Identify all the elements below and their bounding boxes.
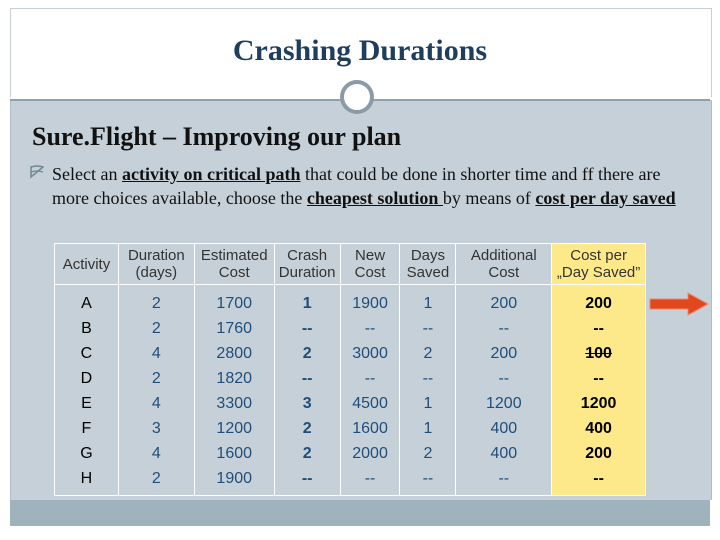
column-header — [552, 244, 646, 285]
table-cell: -- — [340, 316, 400, 341]
table-cell: 400 — [552, 416, 646, 441]
table-row — [55, 466, 646, 496]
bullet-icon — [30, 164, 46, 184]
table-cell: 400 — [456, 441, 552, 466]
column-header — [456, 244, 552, 285]
column-header-line: Additional — [470, 247, 537, 264]
table-cell: 3300 — [194, 391, 274, 416]
table-cell: E — [55, 391, 119, 416]
column-header-line: Estimated — [200, 247, 268, 264]
table-cell: F — [55, 416, 119, 441]
bullet-text — [52, 162, 692, 210]
column-header — [274, 244, 340, 285]
bullet-underline-1: activity on critical path — [121, 164, 301, 184]
table-cell: 2 — [400, 341, 456, 366]
column-header-line: Cost — [354, 264, 386, 281]
column-header-line: (days) — [135, 264, 178, 281]
column-header — [118, 244, 194, 285]
table-cell: -- — [400, 316, 456, 341]
footer-bar — [10, 500, 710, 526]
table-row — [55, 316, 646, 341]
table-cell: 1760 — [194, 316, 274, 341]
table-cell: 2 — [274, 341, 340, 366]
table-cell: -- — [456, 316, 552, 341]
table-row — [55, 366, 646, 391]
bullet-text-1: Select an — [52, 164, 122, 184]
column-header-line: Activity — [62, 255, 111, 273]
table-row — [55, 416, 646, 441]
column-header-line: Days — [410, 247, 446, 264]
table-cell: 4 — [118, 391, 194, 416]
table-row — [55, 341, 646, 366]
table-cell: 2 — [118, 366, 194, 391]
table-body — [55, 285, 646, 496]
table-cell: -- — [456, 466, 552, 496]
bullet-underline-3: cost per day saved — [535, 188, 676, 208]
table-cell: D — [55, 366, 119, 391]
table-cell: 3 — [118, 416, 194, 441]
table-cell: -- — [400, 366, 456, 391]
divider-circle-ornament — [340, 80, 374, 114]
column-header-line: „Day Saved” — [556, 264, 641, 281]
table-cell: 3000 — [340, 341, 400, 366]
table-cell: -- — [274, 316, 340, 341]
column-header — [55, 244, 119, 285]
bullet-text-3: by means of — [442, 188, 536, 208]
table-cell: 2 — [118, 466, 194, 496]
column-header-line: Cost — [488, 264, 520, 281]
table-cell: 200 — [552, 285, 646, 317]
table-cell: 4 — [118, 341, 194, 366]
bullet-underline-2: cheapest solution — [306, 188, 443, 208]
table-cell: -- — [552, 316, 646, 341]
table-cell: -- — [552, 466, 646, 496]
slide-title: Crashing Durations — [232, 34, 488, 67]
table-cell: 1200 — [552, 391, 646, 416]
table-cell: 1820 — [194, 366, 274, 391]
table-cell: 2 — [118, 285, 194, 317]
table-cell: B — [55, 316, 119, 341]
table-row — [55, 391, 646, 416]
column-header-line: New — [355, 247, 386, 264]
table-cell: 1700 — [194, 285, 274, 317]
column-header — [194, 244, 274, 285]
table-cell: 1 — [400, 285, 456, 317]
bullet-text-2: that could be done in shorter time and ff there are more choices available, choose the — [52, 164, 661, 208]
column-header-line: Cost per — [570, 247, 627, 264]
table-cell: 4 — [118, 441, 194, 466]
table-cell: H — [55, 466, 119, 496]
section-heading: Sure.Flight – Improving our plan — [32, 122, 402, 151]
table-cell: 2 — [274, 416, 340, 441]
column-header-line: Cost — [218, 264, 250, 281]
table-cell: C — [55, 341, 119, 366]
table-cell: -- — [400, 466, 456, 496]
table-cell: 2 — [400, 441, 456, 466]
table-cell: -- — [274, 366, 340, 391]
column-header-line: Duration — [278, 264, 336, 281]
table-cell: 1900 — [194, 466, 274, 496]
column-header-line: Duration — [127, 247, 185, 264]
table-cell: -- — [340, 466, 400, 496]
table-cell: -- — [274, 466, 340, 496]
table-cell: A — [55, 285, 119, 317]
table-cell: 1600 — [340, 416, 400, 441]
table-cell: -- — [456, 366, 552, 391]
table-cell: 1200 — [194, 416, 274, 441]
column-header — [400, 244, 456, 285]
column-header-line: Saved — [406, 264, 450, 281]
table-cell: G — [55, 441, 119, 466]
table-cell: 400 — [456, 416, 552, 441]
table-cell: 2 — [118, 316, 194, 341]
table-cell: 200 — [552, 441, 646, 466]
table-cell: 4500 — [340, 391, 400, 416]
table-cell: 1900 — [340, 285, 400, 317]
table-row — [55, 441, 646, 466]
table-cell: 1 — [400, 416, 456, 441]
table-row — [55, 285, 646, 317]
table-cell: 100 — [552, 341, 646, 366]
arrow-right-icon — [648, 292, 710, 316]
table-cell: 2 — [274, 441, 340, 466]
table-cell: 2800 — [194, 341, 274, 366]
table-cell: 200 — [456, 341, 552, 366]
table-header-row — [55, 244, 646, 285]
table-cell: 1 — [274, 285, 340, 317]
table-cell: 1600 — [194, 441, 274, 466]
column-header — [340, 244, 400, 285]
table-cell: 2000 — [340, 441, 400, 466]
table-cell: -- — [552, 366, 646, 391]
column-header-line: Crash — [287, 247, 328, 264]
crashing-table — [54, 243, 646, 496]
table-cell: 3 — [274, 391, 340, 416]
table-cell: -- — [340, 366, 400, 391]
table-cell: 1200 — [456, 391, 552, 416]
table-cell: 1 — [400, 391, 456, 416]
table-cell: 200 — [456, 285, 552, 317]
